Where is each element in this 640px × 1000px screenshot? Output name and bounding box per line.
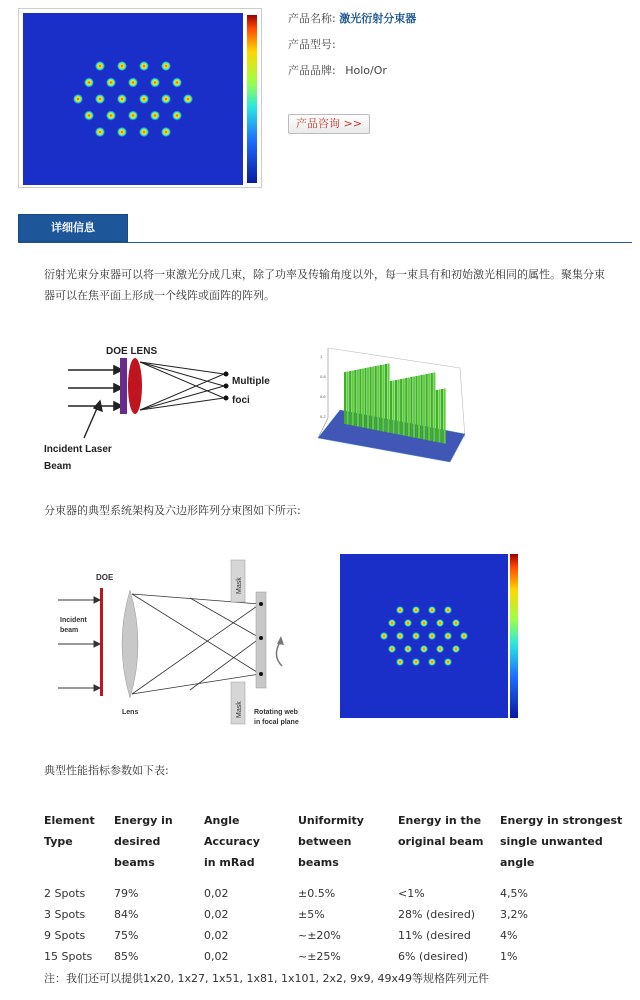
heatmap-spot [183,94,193,104]
doe-label: DOE [96,573,114,582]
heatmap-spot [460,632,468,640]
product-name-value: 激光衍射分束器 [339,12,417,25]
svg-text:1: 1 [320,354,323,359]
3d-bar [362,369,364,428]
3d-bar [354,370,356,426]
3d-bar [438,390,440,443]
product-image [18,8,262,188]
doe-lens-label: DOE LENS [106,346,158,357]
3d-bar [377,366,379,431]
3d-bar [372,367,374,430]
3d-bar [408,378,410,437]
3d-bar [431,373,433,441]
3d-bar [352,371,354,426]
spec-table-header-cell: Energy in desired beams [114,814,173,869]
heatmap-spot [73,94,83,104]
heatmap-spot [396,632,404,640]
3d-bar [390,381,392,433]
spec-table-header-cell: Element Type [44,814,95,848]
heatmap-spot [444,658,452,666]
spec-table-header-cell: Energy in the original beam [398,814,484,848]
product-model-label: 产品型号: [288,38,336,51]
3d-bar [400,379,402,435]
3d-bar [385,364,387,432]
heatmap-spot [428,606,436,614]
3d-bar [426,374,428,440]
heatmap-spot [150,111,160,121]
3d-bar [375,366,377,430]
spec-table-cell: 28% (desired) [398,908,476,921]
3d-bar [364,368,366,428]
spec-table-cell: 85% [114,950,139,963]
product-brand-value: Holo/Or [345,64,387,77]
spec-table-row [44,925,634,946]
product-info [288,8,628,86]
3d-intensity-plot [300,338,475,470]
3d-bar [436,390,438,442]
3d-bar [428,374,430,441]
heatmap-spot [380,632,388,640]
heatmap-spot [95,61,105,71]
spec-table-cell: 0,02 [204,887,229,900]
heatmap-spot [95,127,105,137]
heatmap-spot [412,658,420,666]
rotating-web-label: Rotating web in focal plane [254,709,299,726]
product-brand-label: 产品品牌: [288,64,336,77]
multiple-foci-label: Multiple foci [232,376,270,406]
spec-table-header [44,810,634,883]
heatmap-spot [117,61,127,71]
3d-bar [403,379,405,436]
3d-bar [392,381,394,434]
mask-bottom-label: Mask [236,701,243,718]
spec-table-cell: 4,5% [500,887,528,900]
3d-bar [387,364,389,433]
3d-bar [367,368,369,429]
spec-table-cell: ~±25% [298,950,341,963]
product-model-row [288,34,628,60]
3d-bar [413,377,415,438]
heatmap-spot [172,111,182,121]
heatmap-spot [139,94,149,104]
heatmap-spot [412,606,420,614]
3d-bar [418,376,420,439]
heatmap-spot [452,645,460,653]
spec-table-cell: 75% [114,929,139,942]
spec-table-cell: 0,02 [204,929,229,942]
3d-bar [421,375,423,439]
architecture-paragraph: 分束器的典型系统架构及六边形阵列分束图如下所示: [44,504,301,517]
3d-bar [344,372,346,424]
3d-bar [410,377,412,437]
spec-table-row [44,946,634,967]
heatmap-spot [420,645,428,653]
spec-table-cell: 15 Spots [44,950,93,963]
spec-table-body [44,883,634,967]
intro-paragraph: 衍射光束分束器可以将一束激光分成几束，除了功率及传输角度以外，每一束具有和初始激光相同的属性。聚集分束器可以在焦平面上形成一个线阵或面阵的阵列。 [44,268,605,302]
heatmap-spot [388,645,396,653]
spec-table-cell: ~±20% [298,929,341,942]
heatmap-spot [161,127,171,137]
product-brand-row [288,60,628,86]
3d-bar [382,365,384,432]
3d-bar [398,380,400,435]
heatmap-spot [117,127,127,137]
lens-label: Lens [122,709,139,716]
3d-bar [370,367,372,429]
note-text: 注：我们还可以提供1x20, 1x27, 1x51, 1x81, 1x101, 2x2, 9x9, 49x49等规格阵列元件 [44,972,489,985]
3d-bar [405,378,407,436]
spec-table-cell: 11% (desired [398,929,471,942]
3d-bar [433,373,435,442]
3d-bar [443,389,445,444]
3d-bar [395,380,397,434]
spec-table-cell: ±5% [298,908,325,921]
spec-table-cell: 79% [114,887,139,900]
spec-table-header-cell: Uniformity between beams [298,814,364,869]
heatmap-spot [139,127,149,137]
heatmap-spot [444,632,452,640]
incident-beam-label: Incident beam [60,617,87,634]
heatmap-spot [84,111,94,121]
heatmap-spot [95,94,105,104]
heatmap-spot [139,61,149,71]
mask-top-label: Mask [236,577,243,594]
doe-lens-diagram [40,338,290,478]
heatmap-spot [444,606,452,614]
3d-bar [441,389,443,443]
heatmap-spot [128,78,138,88]
spec-table-cell: 3,2% [500,908,528,921]
product-consult-button[interactable]: 产品咨询 >> [288,114,370,134]
3d-bar [380,365,382,431]
3d-bar [359,369,361,427]
spec-table-cell: 3 Spots [44,908,86,921]
heatmap-spot [388,619,396,627]
heatmap-spot [420,619,428,627]
3d-bar [415,376,417,438]
heatmap-spot [161,61,171,71]
spec-table [44,810,634,967]
svg-text:0.2: 0.2 [320,414,326,419]
heatmap-spot [412,632,420,640]
heatmap-spot [106,111,116,121]
spec-table-cell: 0,02 [204,908,229,921]
3d-bar [347,372,349,425]
heatmap-spot [84,78,94,88]
heatmap-spot [404,645,412,653]
spec-table-cell: 4% [500,929,518,942]
table-intro: 典型性能指标参数如下表: [44,764,169,777]
heatmap-spot [436,619,444,627]
hex-spot-heatmap [23,13,259,185]
3d-bar [357,370,359,427]
spec-table-cell: 6% (desired) [398,950,469,963]
product-name-row [288,8,628,34]
spec-table-row [44,904,634,925]
spec-table-cell: 9 Spots [44,929,86,942]
svg-text:0.6: 0.6 [320,394,326,399]
svg-text:0.8: 0.8 [320,374,326,379]
tab-detail-info[interactable]: 详细信息 [18,214,128,242]
heatmap-spot [172,78,182,88]
3d-bar [423,375,425,440]
spec-table-header-cell: Energy in strongest single unwanted angle [500,814,623,869]
incident-laser-beam-label: Incident Laser Beam [44,444,112,472]
heatmap-spot [117,94,127,104]
heatmap-spot [161,94,171,104]
spec-table-cell: 0,02 [204,950,229,963]
heatmap-spot [106,78,116,88]
product-name-label: 产品名称: [288,12,336,25]
heatmap-spot [436,645,444,653]
heatmap-spot [428,658,436,666]
heatmap-spot [150,78,160,88]
spec-table-cell: <1% [398,887,425,900]
heatmap-spot [404,619,412,627]
spec-table-header-cell: Angle Accuracy in mRad [204,814,260,869]
heatmap-spot [428,632,436,640]
heatmap-spot [396,606,404,614]
spec-table-cell: ±0.5% [298,887,336,900]
spec-table-cell: 2 Spots [44,887,86,900]
3d-bar [349,371,351,425]
detail-tab-bar [18,214,632,243]
hex-array-heatmap [328,550,524,722]
spec-table-cell: 84% [114,908,139,921]
system-architecture-diagram [50,558,310,733]
heatmap-spot [452,619,460,627]
heatmap-spot [128,111,138,121]
spec-table-cell: 1% [500,950,518,963]
spec-table-row [44,883,634,904]
heatmap-spot [396,658,404,666]
